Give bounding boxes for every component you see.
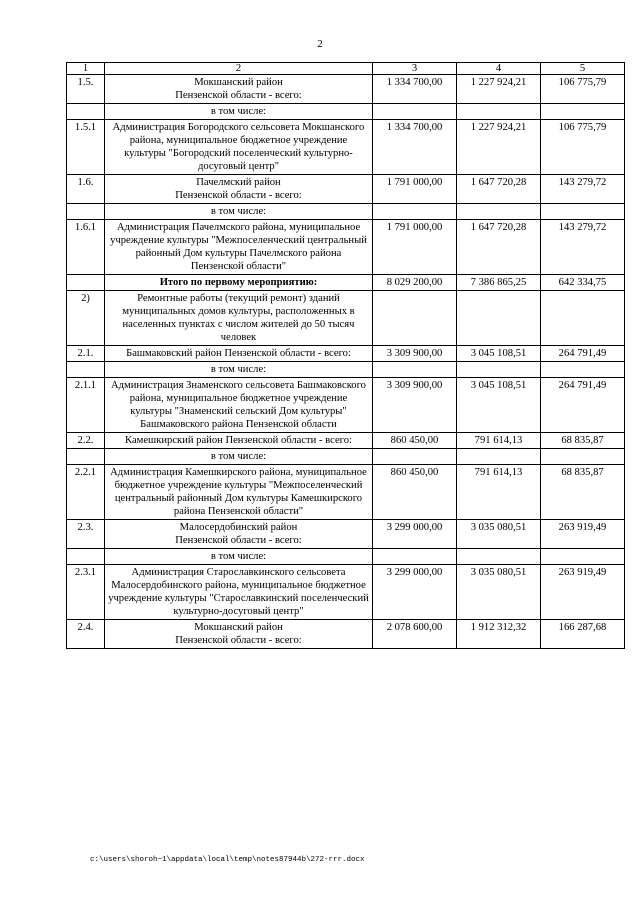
row-name: в том числе: bbox=[105, 449, 373, 465]
row-name: Камешкирский район Пензенской области - всего: bbox=[105, 433, 373, 449]
row-name: в том числе: bbox=[105, 104, 373, 120]
table-row bbox=[67, 620, 625, 649]
row-number: 2.1.1 bbox=[67, 378, 105, 433]
row-amount-total: 3 309 900,00 bbox=[373, 346, 457, 362]
row-amount-regional: 263 919,49 bbox=[541, 520, 625, 549]
row-amount-total: 3 299 000,00 bbox=[373, 520, 457, 549]
row-name: Малосердобинский район Пензенской области - всего: bbox=[105, 520, 373, 549]
row-name: в том числе: bbox=[105, 549, 373, 565]
row-amount-federal: 1 227 924,21 bbox=[457, 75, 541, 104]
row-amount-federal: 3 035 080,51 bbox=[457, 565, 541, 620]
row-amount-federal: 1 912 312,32 bbox=[457, 620, 541, 649]
row-amount-regional bbox=[541, 204, 625, 220]
row-amount-regional bbox=[541, 449, 625, 465]
row-amount-regional bbox=[541, 549, 625, 565]
row-number: 2.3.1 bbox=[67, 565, 105, 620]
row-name: Башмаковский район Пензенской области - всего: bbox=[105, 346, 373, 362]
row-name: Мокшанский район Пензенской области - всего: bbox=[105, 620, 373, 649]
table-row bbox=[67, 378, 625, 433]
row-amount-total: 8 029 200,00 bbox=[373, 275, 457, 291]
row-amount-total: 1 791 000,00 bbox=[373, 220, 457, 275]
row-name: Администрация Старославкинского сельсовета Малосердобинского района, муниципальное бюджетное учреждение культуры "Старославкинский поселенческий культурно-досуговый центр" bbox=[105, 565, 373, 620]
row-amount-federal: 3 045 108,51 bbox=[457, 378, 541, 433]
row-amount-federal bbox=[457, 204, 541, 220]
table-row bbox=[67, 346, 625, 362]
row-amount-regional: 642 334,75 bbox=[541, 275, 625, 291]
row-amount-regional: 264 791,49 bbox=[541, 378, 625, 433]
row-amount-total: 3 309 900,00 bbox=[373, 378, 457, 433]
row-amount-total bbox=[373, 104, 457, 120]
col-header-4: 4 bbox=[457, 63, 541, 75]
row-amount-regional: 143 279,72 bbox=[541, 220, 625, 275]
row-amount-federal: 1 647 720,28 bbox=[457, 175, 541, 204]
row-name: Администрация Пачелмского района, муниципальное учреждение культуры "Межпоселенческий центральный районный Дом культуры Пачелмского района Пензенской области" bbox=[105, 220, 373, 275]
row-amount-total bbox=[373, 362, 457, 378]
row-amount-federal bbox=[457, 449, 541, 465]
row-name: Итого по первому мероприятию: bbox=[105, 275, 373, 291]
table-row bbox=[67, 549, 625, 565]
row-amount-federal bbox=[457, 549, 541, 565]
row-amount-federal: 1 647 720,28 bbox=[457, 220, 541, 275]
row-amount-total: 3 299 000,00 bbox=[373, 565, 457, 620]
row-number bbox=[67, 204, 105, 220]
row-amount-federal: 7 386 865,25 bbox=[457, 275, 541, 291]
row-number: 2.4. bbox=[67, 620, 105, 649]
row-amount-total: 860 450,00 bbox=[373, 433, 457, 449]
row-amount-total: 1 334 700,00 bbox=[373, 75, 457, 104]
row-amount-regional bbox=[541, 104, 625, 120]
row-amount-federal bbox=[457, 291, 541, 346]
table-row bbox=[67, 120, 625, 175]
table-row bbox=[67, 75, 625, 104]
row-amount-federal: 791 614,13 bbox=[457, 465, 541, 520]
row-number: 1.5. bbox=[67, 75, 105, 104]
row-amount-federal: 791 614,13 bbox=[457, 433, 541, 449]
row-number bbox=[67, 275, 105, 291]
row-amount-total: 1 334 700,00 bbox=[373, 120, 457, 175]
row-amount-regional: 106 775,79 bbox=[541, 75, 625, 104]
row-amount-federal bbox=[457, 362, 541, 378]
row-amount-total: 860 450,00 bbox=[373, 465, 457, 520]
row-amount-regional: 264 791,49 bbox=[541, 346, 625, 362]
row-number bbox=[67, 104, 105, 120]
row-amount-federal: 3 035 080,51 bbox=[457, 520, 541, 549]
row-name: Администрация Камешкирского района, муниципальное бюджетное учреждение культуры "Межпоселенческий центральный районный Дом культуры Камешкирского района Пензенской области" bbox=[105, 465, 373, 520]
row-amount-total bbox=[373, 449, 457, 465]
row-number bbox=[67, 549, 105, 565]
row-amount-federal: 3 045 108,51 bbox=[457, 346, 541, 362]
row-name: в том числе: bbox=[105, 204, 373, 220]
row-amount-federal: 1 227 924,21 bbox=[457, 120, 541, 175]
row-number: 1.6.1 bbox=[67, 220, 105, 275]
row-amount-total: 1 791 000,00 bbox=[373, 175, 457, 204]
row-amount-regional: 106 775,79 bbox=[541, 120, 625, 175]
table-row bbox=[67, 175, 625, 204]
table-row bbox=[67, 520, 625, 549]
row-name: Администрация Богородского сельсовета Мокшанского района, муниципальное бюджетное учреждение культуры "Богородский поселенческий культурно-досуговый центр" bbox=[105, 120, 373, 175]
row-name: в том числе: bbox=[105, 362, 373, 378]
row-amount-regional bbox=[541, 362, 625, 378]
page-number: 2 bbox=[317, 38, 323, 50]
row-number: 1.6. bbox=[67, 175, 105, 204]
row-amount-regional: 143 279,72 bbox=[541, 175, 625, 204]
table-row bbox=[67, 433, 625, 449]
row-amount-regional: 263 919,49 bbox=[541, 565, 625, 620]
row-name: Пачелмский район Пензенской области - всего: bbox=[105, 175, 373, 204]
table-row bbox=[67, 449, 625, 465]
row-amount-regional bbox=[541, 291, 625, 346]
row-number bbox=[67, 362, 105, 378]
table-row bbox=[67, 275, 625, 291]
row-name: Администрация Знаменского сельсовета Башмаковского района, муниципальное бюджетное учреждение культуры "Знаменский сельский Дом культуры" Башмаковского района Пензенской области bbox=[105, 378, 373, 433]
row-amount-total bbox=[373, 204, 457, 220]
row-name: Ремонтные работы (текущий ремонт) зданий муниципальных домов культуры, расположенных в населенных пунктах с числом жителей до 50 тысяч человек bbox=[105, 291, 373, 346]
row-amount-regional: 68 835,87 bbox=[541, 465, 625, 520]
table-row bbox=[67, 104, 625, 120]
file-path-footer: c:\users\shoroh~1\appdata\local\temp\notes87944b\272-rrr.docx bbox=[90, 856, 365, 864]
row-amount-total: 2 078 600,00 bbox=[373, 620, 457, 649]
row-number: 2) bbox=[67, 291, 105, 346]
row-number: 2.3. bbox=[67, 520, 105, 549]
table-row bbox=[67, 220, 625, 275]
budget-table bbox=[66, 62, 625, 649]
table-row bbox=[67, 362, 625, 378]
table-row bbox=[67, 465, 625, 520]
row-amount-regional: 68 835,87 bbox=[541, 433, 625, 449]
row-number: 2.2. bbox=[67, 433, 105, 449]
table-row bbox=[67, 565, 625, 620]
row-amount-total bbox=[373, 291, 457, 346]
row-number: 2.1. bbox=[67, 346, 105, 362]
col-header-1: 1 bbox=[67, 63, 105, 75]
col-header-5: 5 bbox=[541, 63, 625, 75]
row-name: Мокшанский район Пензенской области - всего: bbox=[105, 75, 373, 104]
row-number bbox=[67, 449, 105, 465]
row-amount-federal bbox=[457, 104, 541, 120]
table-header-row bbox=[67, 63, 625, 75]
row-amount-regional: 166 287,68 bbox=[541, 620, 625, 649]
table-row bbox=[67, 291, 625, 346]
row-number: 1.5.1 bbox=[67, 120, 105, 175]
row-number: 2.2.1 bbox=[67, 465, 105, 520]
col-header-2: 2 bbox=[105, 63, 373, 75]
table-row bbox=[67, 204, 625, 220]
col-header-3: 3 bbox=[373, 63, 457, 75]
row-amount-total bbox=[373, 549, 457, 565]
